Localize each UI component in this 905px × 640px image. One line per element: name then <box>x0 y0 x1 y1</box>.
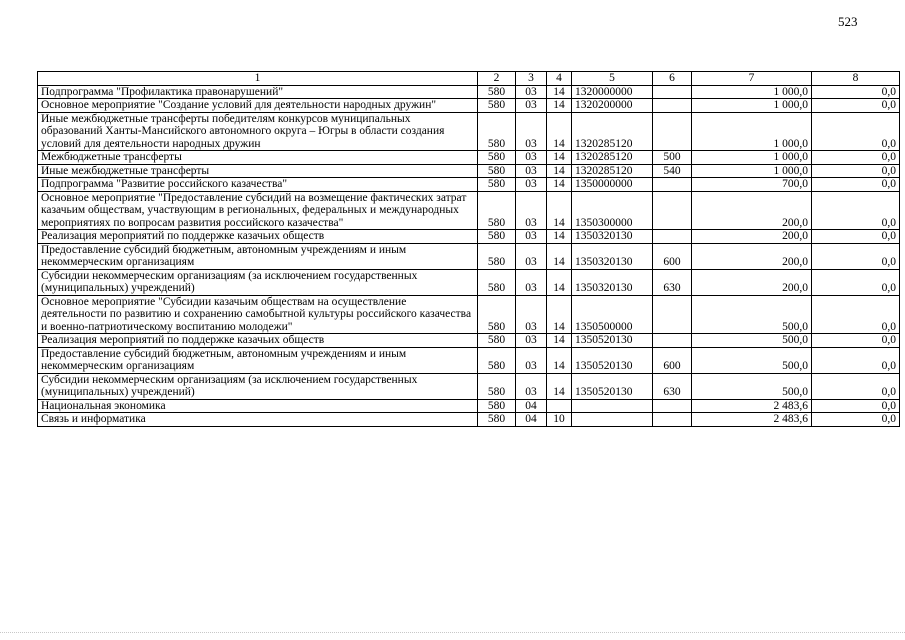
target-article-cell: 1350300000 <box>572 191 653 230</box>
target-article-cell: 1320200000 <box>572 99 653 113</box>
amount-2-cell: 0,0 <box>812 295 900 334</box>
item-name-cell: Субсидии некоммерческим организациям (за исключением государственных (муниципальных) учреждений) <box>38 373 478 399</box>
target-article-cell <box>572 399 653 413</box>
table-header-row <box>38 72 900 86</box>
item-name-cell: Предоставление субсидий бюджетным, автономным учреждениям и иным некоммерческим организациям <box>38 347 478 373</box>
item-name-cell: Основное мероприятие "Создание условий для деятельности народных дружин" <box>38 99 478 113</box>
expense-type-cell <box>653 112 692 151</box>
expense-type-cell <box>653 178 692 192</box>
amount-2-cell: 0,0 <box>812 413 900 427</box>
table-row <box>38 164 900 178</box>
table-row <box>38 112 900 151</box>
section-cell: 03 <box>516 269 547 295</box>
subsection-cell: 14 <box>547 191 572 230</box>
amount-2-cell: 0,0 <box>812 269 900 295</box>
header-cell: 3 <box>516 72 547 86</box>
code-cell: 580 <box>478 399 516 413</box>
amount-2-cell: 0,0 <box>812 373 900 399</box>
section-cell: 03 <box>516 191 547 230</box>
section-cell: 03 <box>516 178 547 192</box>
target-article-cell: 1320285120 <box>572 112 653 151</box>
amount-cell: 1 000,0 <box>692 164 812 178</box>
amount-2-cell: 0,0 <box>812 151 900 165</box>
table-row <box>38 243 900 269</box>
header-cell: 1 <box>38 72 478 86</box>
section-cell: 03 <box>516 85 547 99</box>
item-name-cell: Подпрограмма "Профилактика правонарушений" <box>38 85 478 99</box>
header-cell: 5 <box>572 72 653 86</box>
code-cell: 580 <box>478 164 516 178</box>
section-cell: 03 <box>516 151 547 165</box>
page-number: 523 <box>838 14 858 29</box>
code-cell: 580 <box>478 112 516 151</box>
item-name-cell: Связь и информатика <box>38 413 478 427</box>
subsection-cell: 14 <box>547 295 572 334</box>
subsection-cell: 14 <box>547 373 572 399</box>
expense-type-cell: 600 <box>653 243 692 269</box>
amount-2-cell: 0,0 <box>812 99 900 113</box>
item-name-cell: Основное мероприятие "Субсидии казачьим обществам на осуществление деятельности по развитию и сохранению самобытной культуры российского казачества и военно-патриотическому воспитанию молодежи" <box>38 295 478 334</box>
amount-2-cell: 0,0 <box>812 230 900 244</box>
subsection-cell: 14 <box>547 112 572 151</box>
expense-type-cell: 500 <box>653 151 692 165</box>
item-name-cell: Иные межбюджетные трансферты победителям конкурсов муниципальных образований Ханты-Мансийского автономного округа – Югры в области создания условий для деятельности народных дружин <box>38 112 478 151</box>
table-row <box>38 413 900 427</box>
code-cell: 580 <box>478 413 516 427</box>
item-name-cell: Реализация мероприятий по поддержке казачьих обществ <box>38 230 478 244</box>
code-cell: 580 <box>478 99 516 113</box>
target-article-cell <box>572 413 653 427</box>
code-cell: 580 <box>478 295 516 334</box>
section-cell: 03 <box>516 295 547 334</box>
subsection-cell: 14 <box>547 230 572 244</box>
amount-2-cell: 0,0 <box>812 164 900 178</box>
target-article-cell: 1350320130 <box>572 243 653 269</box>
target-article-cell: 1350520130 <box>572 347 653 373</box>
table-row <box>38 230 900 244</box>
amount-cell: 1 000,0 <box>692 112 812 151</box>
table-row <box>38 334 900 348</box>
header-cell: 4 <box>547 72 572 86</box>
section-cell: 03 <box>516 112 547 151</box>
section-cell: 03 <box>516 243 547 269</box>
code-cell: 580 <box>478 191 516 230</box>
expense-type-cell <box>653 399 692 413</box>
target-article-cell: 1350320130 <box>572 230 653 244</box>
amount-cell: 200,0 <box>692 243 812 269</box>
expense-type-cell <box>653 99 692 113</box>
table-row <box>38 399 900 413</box>
amount-cell: 200,0 <box>692 230 812 244</box>
item-name-cell: Подпрограмма "Развитие российского казачества" <box>38 178 478 192</box>
header-cell: 7 <box>692 72 812 86</box>
amount-cell: 2 483,6 <box>692 399 812 413</box>
amount-2-cell: 0,0 <box>812 178 900 192</box>
budget-table <box>37 71 900 427</box>
table-row <box>38 295 900 334</box>
subsection-cell: 14 <box>547 243 572 269</box>
subsection-cell: 14 <box>547 85 572 99</box>
table-row <box>38 191 900 230</box>
target-article-cell: 1350320130 <box>572 269 653 295</box>
target-article-cell: 1320000000 <box>572 85 653 99</box>
expense-type-cell: 540 <box>653 164 692 178</box>
code-cell: 580 <box>478 151 516 165</box>
subsection-cell: 10 <box>547 413 572 427</box>
target-article-cell: 1350500000 <box>572 295 653 334</box>
code-cell: 580 <box>478 243 516 269</box>
target-article-cell: 1350520130 <box>572 334 653 348</box>
section-cell: 04 <box>516 399 547 413</box>
amount-2-cell: 0,0 <box>812 334 900 348</box>
amount-cell: 200,0 <box>692 191 812 230</box>
subsection-cell: 14 <box>547 334 572 348</box>
expense-type-cell <box>653 413 692 427</box>
expense-type-cell <box>653 191 692 230</box>
amount-2-cell: 0,0 <box>812 85 900 99</box>
header-cell: 6 <box>653 72 692 86</box>
section-cell: 03 <box>516 99 547 113</box>
amount-cell: 500,0 <box>692 347 812 373</box>
subsection-cell: 14 <box>547 269 572 295</box>
amount-cell: 1 000,0 <box>692 85 812 99</box>
item-name-cell: Субсидии некоммерческим организациям (за исключением государственных (муниципальных) учреждений) <box>38 269 478 295</box>
code-cell: 580 <box>478 373 516 399</box>
code-cell: 580 <box>478 178 516 192</box>
code-cell: 580 <box>478 269 516 295</box>
section-cell: 04 <box>516 413 547 427</box>
amount-cell: 700,0 <box>692 178 812 192</box>
subsection-cell: 14 <box>547 347 572 373</box>
subsection-cell: 14 <box>547 164 572 178</box>
table-row <box>38 151 900 165</box>
item-name-cell: Предоставление субсидий бюджетным, автономным учреждениям и иным некоммерческим организациям <box>38 243 478 269</box>
table-row <box>38 373 900 399</box>
expense-type-cell: 600 <box>653 347 692 373</box>
amount-cell: 2 483,6 <box>692 413 812 427</box>
expense-type-cell <box>653 295 692 334</box>
table-row <box>38 85 900 99</box>
amount-cell: 500,0 <box>692 295 812 334</box>
amount-2-cell: 0,0 <box>812 112 900 151</box>
section-cell: 03 <box>516 164 547 178</box>
subsection-cell: 14 <box>547 178 572 192</box>
table-row <box>38 269 900 295</box>
amount-cell: 1 000,0 <box>692 99 812 113</box>
code-cell: 580 <box>478 347 516 373</box>
amount-cell: 1 000,0 <box>692 151 812 165</box>
expense-type-cell <box>653 334 692 348</box>
table-row <box>38 99 900 113</box>
target-article-cell: 1350520130 <box>572 373 653 399</box>
subsection-cell: 14 <box>547 151 572 165</box>
code-cell: 580 <box>478 85 516 99</box>
section-cell: 03 <box>516 334 547 348</box>
item-name-cell: Основное мероприятие "Предоставление субсидий на возмещение фактических затрат казачьим обществам, участвующим в региональных, федеральных и международных мероприятиях по вопросам развития российского казачества" <box>38 191 478 230</box>
code-cell: 580 <box>478 230 516 244</box>
expense-type-cell <box>653 230 692 244</box>
scan-edge-noise <box>0 632 905 634</box>
section-cell: 03 <box>516 347 547 373</box>
expense-type-cell: 630 <box>653 373 692 399</box>
table-row <box>38 347 900 373</box>
code-cell: 580 <box>478 334 516 348</box>
target-article-cell: 1350000000 <box>572 178 653 192</box>
item-name-cell: Межбюджетные трансферты <box>38 151 478 165</box>
amount-cell: 500,0 <box>692 373 812 399</box>
header-cell: 8 <box>812 72 900 86</box>
subsection-cell <box>547 399 572 413</box>
item-name-cell: Иные межбюджетные трансферты <box>38 164 478 178</box>
target-article-cell: 1320285120 <box>572 164 653 178</box>
table-row <box>38 178 900 192</box>
subsection-cell: 14 <box>547 99 572 113</box>
amount-cell: 200,0 <box>692 269 812 295</box>
amount-cell: 500,0 <box>692 334 812 348</box>
amount-2-cell: 0,0 <box>812 347 900 373</box>
section-cell: 03 <box>516 230 547 244</box>
expense-type-cell: 630 <box>653 269 692 295</box>
section-cell: 03 <box>516 373 547 399</box>
item-name-cell: Национальная экономика <box>38 399 478 413</box>
amount-2-cell: 0,0 <box>812 191 900 230</box>
amount-2-cell: 0,0 <box>812 243 900 269</box>
header-cell: 2 <box>478 72 516 86</box>
item-name-cell: Реализация мероприятий по поддержке казачьих обществ <box>38 334 478 348</box>
target-article-cell: 1320285120 <box>572 151 653 165</box>
amount-2-cell: 0,0 <box>812 399 900 413</box>
expense-type-cell <box>653 85 692 99</box>
